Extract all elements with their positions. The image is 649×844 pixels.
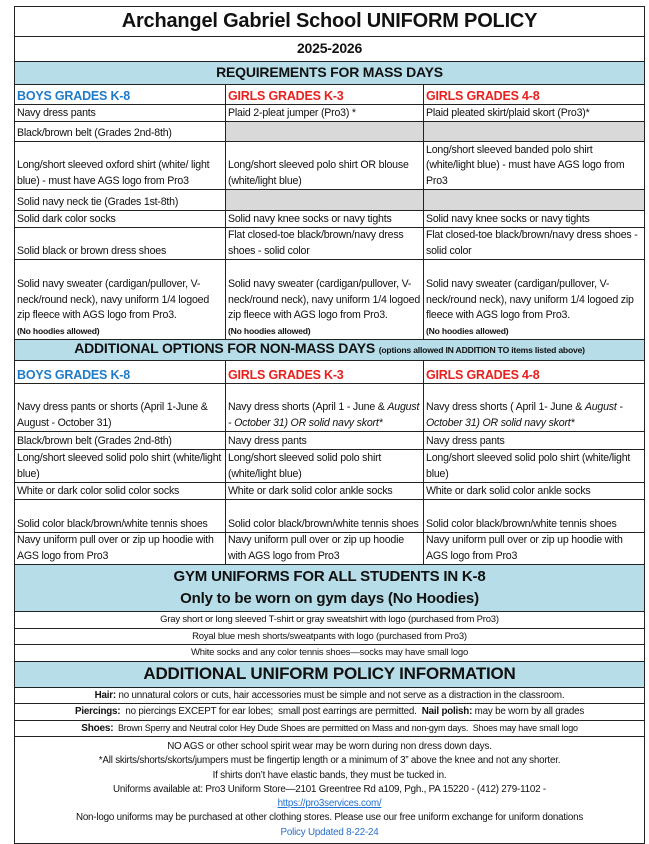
gym-title: GYM UNIFORMS FOR ALL STUDENTS IN K-8: [173, 568, 486, 585]
cell: Flat closed-toe black/brown/navy dress shoes - solid color: [424, 228, 645, 260]
cell: Plaid 2-pleat jumper (Pro3) *: [226, 105, 424, 122]
hair-rule: [15, 687, 645, 704]
cell: Solid color black/brown/white tennis shoes: [226, 500, 424, 533]
note-line: If shirts don’t have elastic bands, they must be tucked in.: [212, 769, 447, 781]
no-hoodies-note: (No hoodies allowed): [228, 325, 311, 336]
empty-cell: [424, 122, 645, 142]
policy-updated: Policy Updated 8-22-24: [280, 826, 379, 838]
gym-item: White socks and any color tennis shoes—socks may have small logo: [15, 645, 645, 662]
cell: Long/short sleeved polo shirt OR blouse (white/light blue): [226, 142, 424, 190]
nail-label: Nail polish:: [421, 706, 473, 717]
shoes-rule: [15, 720, 645, 737]
cell: Long/short sleeved oxford shirt (white/ light blue) - must have AGS logo from Pro3: [15, 142, 226, 190]
cell: Long/short sleeved solid polo shirt (white/light blue): [15, 450, 226, 483]
store-link[interactable]: https://pro3services.com/: [277, 798, 382, 810]
cell: [424, 260, 645, 340]
policy-table: [14, 6, 645, 844]
cell: White or dark solid color ankle socks: [424, 483, 645, 500]
cell: White or dark solid color ankle socks: [226, 483, 424, 500]
cell: [226, 260, 424, 340]
note-line: *All skirts/shorts/skorts/jumpers must be fingertip length or a minimum of 3” above the knee and not any shorter.: [98, 755, 561, 767]
cell: [424, 384, 645, 432]
gym-subtitle: Only to be worn on gym days (No Hoodies): [180, 590, 479, 607]
empty-cell: [424, 190, 645, 211]
mass-days-header: REQUIREMENTS FOR MASS DAYS: [15, 62, 645, 85]
empty-cell: [226, 122, 424, 142]
cell: White or dark color solid color socks: [15, 483, 226, 500]
hair-label: Hair:: [94, 689, 116, 701]
shoes-label: Shoes:: [81, 722, 114, 734]
cell: Solid navy knee socks or navy tights: [424, 211, 645, 228]
col-girls-k3: GIRLS GRADES K-3: [226, 361, 424, 384]
non-mass-header: [15, 340, 645, 361]
info-header: ADDITIONAL UNIFORM POLICY INFORMATION: [15, 661, 645, 687]
cell: Black/brown belt (Grades 2nd-8th): [15, 122, 226, 142]
cell: Solid dark color socks: [15, 211, 226, 228]
store-text: Uniforms available at: Pro3 Uniform Store—2101 Greentree Rd a109, Pgh., PA 15220 - (412) 279-1102 -: [113, 783, 546, 795]
cell: Solid color black/brown/white tennis shoes: [424, 500, 645, 533]
cell: Navy dress pants: [226, 432, 424, 450]
cell: Navy dress pants: [15, 105, 226, 122]
cell: [15, 260, 226, 340]
cell-text-italic: August - October 31) OR solid navy skort*: [228, 401, 420, 429]
cell-text: Solid navy sweater (cardigan/pullover, V-neck/round neck), navy uniform 1/4 logoed zip fleece with AGS logo from Pro3.: [17, 278, 210, 321]
gym-item: Gray short or long sleeved T-shirt or gray sweatshirt with logo (purchased from Pro3): [15, 612, 645, 629]
cell: Black/brown belt (Grades 2nd-8th): [15, 432, 226, 450]
hair-text: no unnatural colors or cuts, hair accessories must be simple and not serve as a distraction in the classroom.: [115, 689, 565, 701]
cell-text: Solid navy sweater (cardigan/pullover, V-neck/round neck), navy uniform 1/4 logoed zip fleece with AGS logo from Pro3.: [426, 278, 634, 321]
note-line: NO AGS or other school spirit wear may be worn during non dress down days.: [167, 741, 492, 752]
cell: Navy uniform pull over or zip up hoodie with AGS logo from Pro3: [424, 533, 645, 565]
uniform-policy-document: [14, 6, 644, 844]
cell: Solid color black/brown/white tennis shoes: [15, 500, 226, 533]
col-girls-4-8: GIRLS GRADES 4-8: [424, 361, 645, 384]
col-girls-k3: GIRLS GRADES K-3: [226, 85, 424, 105]
general-notes: [15, 737, 645, 844]
no-hoodies-note: (No hoodies allowed): [426, 325, 509, 336]
col-boys: BOYS GRADES K-8: [15, 85, 226, 105]
col-boys: BOYS GRADES K-8: [15, 361, 226, 384]
document-title: Archangel Gabriel School UNIFORM POLICY: [15, 7, 645, 37]
school-year: 2025-2026: [15, 37, 645, 62]
non-mass-title: ADDITIONAL OPTIONS FOR NON-MASS DAYS: [74, 340, 376, 357]
cell: Navy dress pants or shorts (April 1-June & August - October 31): [15, 384, 226, 432]
non-mass-note: (options allowed IN ADDITION TO items listed above): [378, 345, 585, 356]
nail-text: may be worn by all grades: [472, 706, 585, 717]
cell: Solid navy knee socks or navy tights: [226, 211, 424, 228]
cell: Long/short sleeved banded polo shirt (white/light blue) - must have AGS logo from Pro3: [424, 142, 645, 190]
shoes-text: Brown Sperry and Neutral color Hey Dude Shoes are permitted on Mass and non-gym days. Shoes may have small logo: [113, 722, 578, 733]
cell: Solid navy neck tie (Grades 1st-8th): [15, 190, 226, 211]
empty-cell: [226, 190, 424, 211]
piercings-label: Piercings:: [74, 706, 121, 717]
piercings-text: no piercings EXCEPT for ear lobes; small post earrings are permitted.: [120, 706, 422, 717]
cell-text: Navy dress shorts ( April 1- June &: [426, 401, 585, 413]
gym-item: Royal blue mesh shorts/sweatpants with logo (purchased from Pro3): [15, 628, 645, 645]
no-hoodies-note: (No hoodies allowed): [17, 325, 100, 336]
col-girls-4-8: GIRLS GRADES 4-8: [424, 85, 645, 105]
cell: Flat closed-toe black/brown/navy dress shoes - solid color: [226, 228, 424, 260]
cell: Long/short sleeved solid polo shirt (white/light blue): [226, 450, 424, 483]
cell: Long/short sleeved solid polo shirt (white/light blue): [424, 450, 645, 483]
cell-text-italic: August - October 31) OR solid navy skort*: [426, 401, 623, 429]
cell-text: Solid navy sweater (cardigan/pullover, V-neck/round neck), navy uniform 1/4 logoed zip fleece with AGS logo from Pro3.: [228, 278, 421, 321]
cell-text: Navy dress shorts (April 1 - June &: [228, 401, 388, 413]
cell: Navy uniform pull over or zip up hoodie with AGS logo from Pro3: [15, 533, 226, 565]
cell: Solid black or brown dress shoes: [15, 228, 226, 260]
cell: Plaid pleated skirt/plaid skort (Pro3)*: [424, 105, 645, 122]
cell: Navy dress pants: [424, 432, 645, 450]
cell: [226, 384, 424, 432]
store-info: [21, 783, 638, 812]
cell: Navy uniform pull over or zip up hoodie with AGS logo from Pro3: [226, 533, 424, 565]
note-line: Non-logo uniforms may be purchased at other clothing stores. Please use our free uniform exchange for uniform donations: [75, 812, 584, 824]
gym-header: [15, 565, 645, 612]
piercings-rule: [15, 704, 645, 721]
